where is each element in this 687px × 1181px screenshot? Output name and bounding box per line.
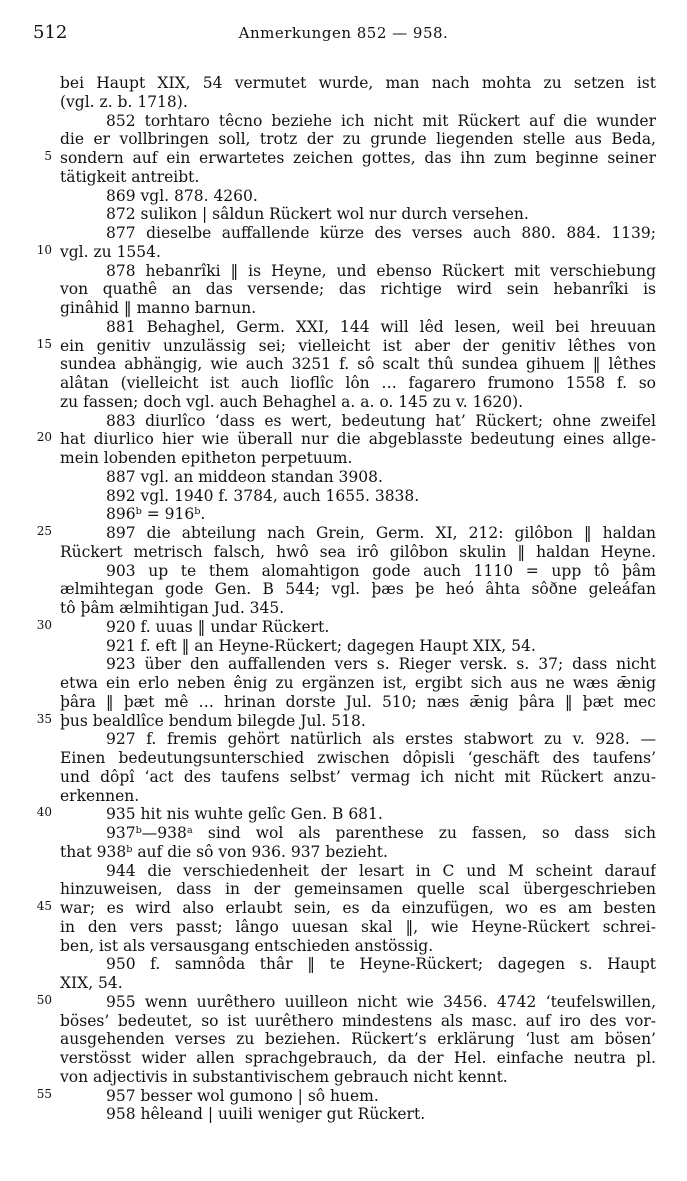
note-852: 852 torhtaro têcno beziehe ich nicht mit Rückert auf die wunder bbox=[106, 111, 656, 130]
note-887: 887 vgl. an middeon standan 3908. bbox=[106, 467, 383, 486]
text-line: war; es wird also erlaubt sein, es da einzufügen, wo es am besten bbox=[60, 899, 656, 917]
text-line: erkennen. bbox=[60, 786, 140, 805]
note-920: 920 f. uuas ‖ undar Rückert. bbox=[106, 617, 330, 636]
line-number: 35 bbox=[36, 712, 52, 726]
text-line: böses’ bedeutet, so ist uurêthero mindestens als masc. auf iro des vor- bbox=[60, 1011, 656, 1030]
note-869: 869 vgl. 878. 4260. bbox=[106, 186, 258, 205]
note-958: 958 hêleand | uuili weniger gut Rückert. bbox=[106, 1105, 426, 1124]
text-line: bei Haupt XIX, 54 vermutet wurde, man nach mohta zu setzen ist bbox=[60, 74, 656, 92]
text-line: hat diurlico hier wie überall nur die abgeblasste bedeutung eines allge- bbox=[60, 430, 656, 449]
note-881: 881 Behaghel, Germ. XXI, 144 will lêd lesen, weil bei hreuuan bbox=[106, 317, 656, 336]
text-line: ausgehenden verses zu beziehen. Rückert’s erklärung ‘lust am bösen’ bbox=[60, 1030, 656, 1049]
text-line: tô þâm ælmihtigan Jud. 345. bbox=[60, 599, 285, 617]
note-877: 877 dieselbe auffallende kürze des verses auch 880. 884. 1139; bbox=[106, 224, 656, 242]
text-line: (vgl. z. b. 1718). bbox=[60, 92, 188, 111]
text-line: sondern auf ein erwartetes zeichen gottes, das ihn zum beginne seiner bbox=[60, 149, 656, 167]
page-number: 512 bbox=[33, 22, 68, 43]
text-line: alâtan (vielleicht ist auch lioflîc lôn … fagarero frumono 1558 f. so bbox=[60, 374, 656, 392]
note-897: 897 die abteilung nach Grein, Germ. XI, 212: gilôbon ‖ haldan bbox=[106, 524, 656, 542]
line-number: 25 bbox=[36, 524, 52, 538]
text-line: tätigkeit antreibt. bbox=[60, 167, 200, 186]
text-line: sundea abhängig, wie auch 3251 f. sô scalt thû sundea gihuem ‖ lêthes bbox=[60, 355, 656, 374]
line-number: 20 bbox=[36, 430, 52, 444]
text-line: und dôpî ‘act des taufens selbst’ vermag ich nicht mit Rückert anzu- bbox=[60, 767, 656, 786]
note-927: 927 f. fremis gehört natürlich als erstes stabwort zu v. 928. — bbox=[106, 730, 656, 749]
line-number: 50 bbox=[36, 993, 52, 1007]
text-line: ginâhid ‖ manno barnun. bbox=[60, 299, 257, 317]
note-883: 883 diurlîco ‘dass es wert, bedeutung hat’ Rückert; ohne zweifel bbox=[106, 411, 656, 430]
text-line: von quathê an das versende; das richtige wird sein hebanrîki is bbox=[60, 280, 656, 299]
note-872: 872 sulikon | sâldun Rückert wol nur durch versehen. bbox=[106, 205, 529, 224]
line-number: 15 bbox=[36, 337, 52, 351]
line-number: 30 bbox=[36, 618, 52, 632]
text-line: þâra ‖ þæt mê … hrinan dorste Jul. 510; næs ǣnig þâra ‖ þæt mec bbox=[60, 692, 656, 711]
line-number: 45 bbox=[36, 899, 52, 913]
text-line: hinzuweisen, dass in der gemeinsamen quelle scal übergeschrieben bbox=[60, 880, 656, 899]
text-line: mein lobenden epitheton perpetuum. bbox=[60, 449, 353, 467]
text-line: that 938ᵇ auf die sô von 936. 937 bezieht. bbox=[60, 842, 388, 861]
text-line: ben, ist als versausgang entschieden anstössig. bbox=[60, 936, 434, 955]
text-line: ein genitiv unzulässig sei; vielleicht ist aber der genitiv lêthes von bbox=[60, 336, 656, 355]
running-title: Anmerkungen 852 — 958. bbox=[238, 24, 449, 42]
page-header bbox=[0, 22, 687, 46]
line-number: 10 bbox=[36, 243, 52, 257]
text-line: verstösst wider allen sprachgebrauch, da der Hel. einfache neutra pl. bbox=[60, 1049, 656, 1067]
note-892: 892 vgl. 1940 f. 3784, auch 1655. 3838. bbox=[106, 486, 420, 505]
notes-body bbox=[36, 74, 656, 1124]
line-number: 5 bbox=[44, 149, 52, 163]
text-line: þus bealdlîce bendum bilegde Jul. 518. bbox=[60, 711, 366, 730]
note-950: 950 f. samnôda thâr ‖ te Heyne-Rückert; dagegen s. Haupt bbox=[106, 955, 656, 974]
text-line: von adjectivis in substantivischem gebrauch nicht kennt. bbox=[60, 1067, 508, 1086]
note-937: 937ᵇ—938ᵃ sind wol als parenthese zu fassen, so dass sich bbox=[106, 824, 656, 842]
note-955: 955 wenn uurêthero uuilleon nicht wie 3456. 4742 ‘teufelswillen, bbox=[106, 992, 656, 1011]
text-line: ælmihtegan gode Gen. B 544; vgl. þæs þe heó âhta sôðne geleáfan bbox=[60, 580, 656, 599]
text-line: vgl. zu 1554. bbox=[60, 242, 161, 261]
note-944: 944 die verschiedenheit der lesart in C und M scheint darauf bbox=[106, 861, 656, 880]
text-line: Rückert metrisch falsch, hwô sea irô gilôbon skulin ‖ haldan Heyne. bbox=[60, 542, 656, 561]
text-line: in den vers passt; lângo uuesan skal ‖, wie Heyne-Rückert schrei- bbox=[60, 917, 656, 936]
note-896: 896ᵇ = 916ᵇ. bbox=[106, 505, 206, 524]
note-878: 878 hebanrîki ‖ is Heyne, und ebenso Rückert mit verschiebung bbox=[106, 261, 656, 280]
text-line: die er vollbringen soll, trotz der zu grunde liegenden stelle aus Beda, bbox=[60, 130, 656, 149]
line-number: 40 bbox=[36, 805, 52, 819]
note-921: 921 f. eft ‖ an Heyne-Rückert; dagegen Haupt XIX, 54. bbox=[106, 636, 536, 655]
note-957: 957 besser wol gumono | sô huem. bbox=[106, 1086, 379, 1105]
text-line: Einen bedeutungsunterschied zwischen dôpisli ‘geschäft des taufens’ bbox=[60, 749, 656, 767]
note-903: 903 up te them alomahtigon gode auch 1110 = upp tô þâm bbox=[106, 561, 656, 580]
text-line: zu fassen; doch vgl. auch Behaghel a. a. o. 145 zu v. 1620). bbox=[60, 392, 524, 411]
line-number: 55 bbox=[36, 1087, 52, 1101]
note-923: 923 über den auffallenden vers s. Rieger versk. s. 37; dass nicht bbox=[106, 655, 656, 674]
note-935: 935 hit nis wuhte gelîc Gen. B 681. bbox=[106, 805, 383, 824]
text-line: etwa ein erlo neben ênig zu ergänzen ist, ergibt sich aus ne wæs ǣnig bbox=[60, 674, 656, 692]
text-line: XIX, 54. bbox=[60, 974, 123, 992]
